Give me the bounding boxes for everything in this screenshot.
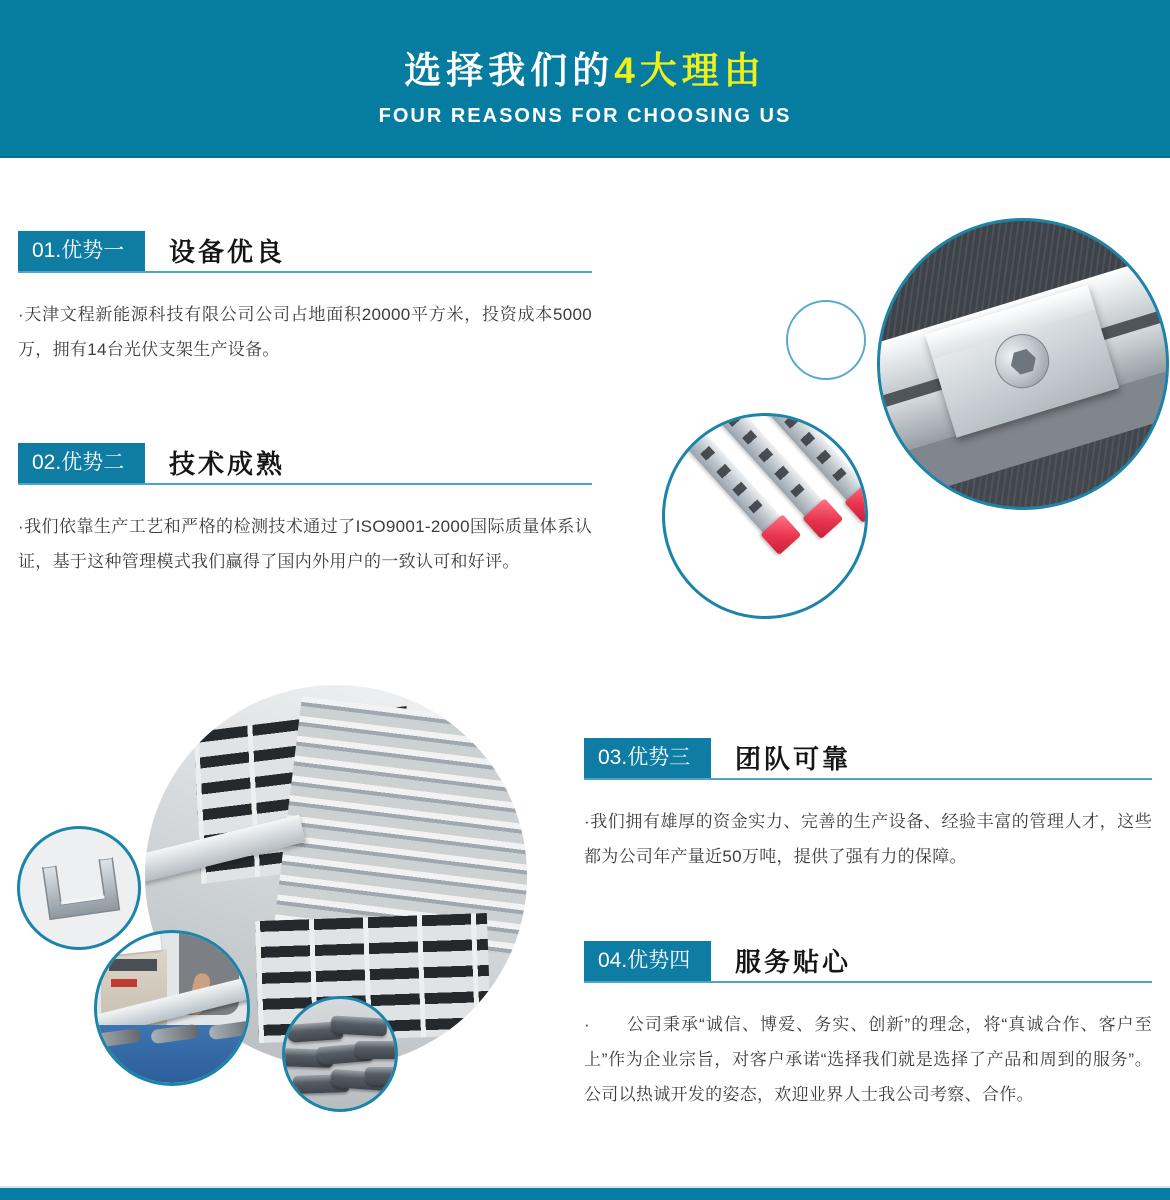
bundle xyxy=(365,1067,398,1085)
feature-section-4 xyxy=(584,941,1152,1112)
red-end-cap xyxy=(760,514,801,555)
bracket-tab xyxy=(662,413,689,431)
feature-4-badge: 04.优势四 xyxy=(584,941,711,981)
page-title-main: 选择我们的 xyxy=(404,50,615,91)
feature-1-title: 设备优良 xyxy=(169,237,286,267)
clamp-photo-tilt-group xyxy=(877,218,1169,510)
feature-section-2 xyxy=(18,443,592,579)
feature-2-body: ·我们依靠生产工艺和严格的检测技术通过了ISO9001-2000国际质量体系认证，基于这种管理模式我们赢得了国内外用户的一致认可和好评。 xyxy=(18,517,592,571)
roller xyxy=(94,1028,142,1049)
feature-1-body: ·天津文程新能源科技有限公司公司占地面积20000平方米，投资成本5000万，拥有14台光伏支架生产设备。 xyxy=(18,305,592,359)
footer-accent-bar xyxy=(0,1186,1170,1200)
feature-3-title: 团队可靠 xyxy=(735,744,852,774)
page-title xyxy=(0,48,1170,94)
solar-rail-clamp-photo xyxy=(877,218,1169,510)
feature-1-badge: 01.优势一 xyxy=(18,231,145,271)
feature-section-1 xyxy=(18,231,592,367)
roller xyxy=(208,1020,250,1041)
feature-4-body: · 公司秉承“诚信、博爱、务实、创新”的理念，将“真诚合作、客户至上”作为企业宗旨，对客户承诺“选择我们就是选择了产品和周到的服务”。公司以热诚开发的姿态，欢迎业界人士我公司考察、合作。 xyxy=(584,1015,1152,1104)
feature-3-badge: 03.优势三 xyxy=(584,738,711,778)
feature-1-header xyxy=(18,231,592,273)
bundle xyxy=(331,1016,388,1037)
red-end-cap xyxy=(802,498,843,539)
feature-4-title: 服务贴心 xyxy=(735,947,852,977)
machine-label xyxy=(111,979,137,987)
steel-bundles-photo xyxy=(282,996,398,1112)
page-title-highlight: 4大理由 xyxy=(614,50,766,91)
u-channel-drawing xyxy=(20,829,138,947)
machine-panel xyxy=(109,959,157,971)
bracket-tab xyxy=(703,413,731,415)
u-channel-profile-photo xyxy=(17,826,141,950)
bracket-hole xyxy=(668,413,678,419)
feature-4-header xyxy=(584,941,1152,983)
red-cap-brackets-photo xyxy=(662,413,868,619)
feature-2-header xyxy=(18,443,592,485)
forming-machine-photo xyxy=(94,930,250,1086)
roller xyxy=(150,1024,199,1045)
feature-section-3 xyxy=(584,738,1152,874)
machine-bed xyxy=(94,1025,250,1086)
feature-2-badge: 02.优势二 xyxy=(18,443,145,483)
feature-2-title: 技术成熟 xyxy=(169,449,286,479)
bundle xyxy=(355,1041,398,1059)
page-subtitle: FOUR REASONS FOR CHOOSING US xyxy=(378,105,792,127)
feature-3-header xyxy=(584,738,1152,780)
decorative-outline-circle xyxy=(786,300,866,380)
hex-socket-icon xyxy=(1007,346,1039,378)
hero-banner xyxy=(0,0,1170,158)
red-end-cap xyxy=(844,482,868,523)
feature-3-body: ·我们拥有雄厚的资金实力、完善的生产设备、经验丰富的管理人才，这些都为公司年产量近50万吨，提供了强有力的保障。 xyxy=(584,812,1152,866)
